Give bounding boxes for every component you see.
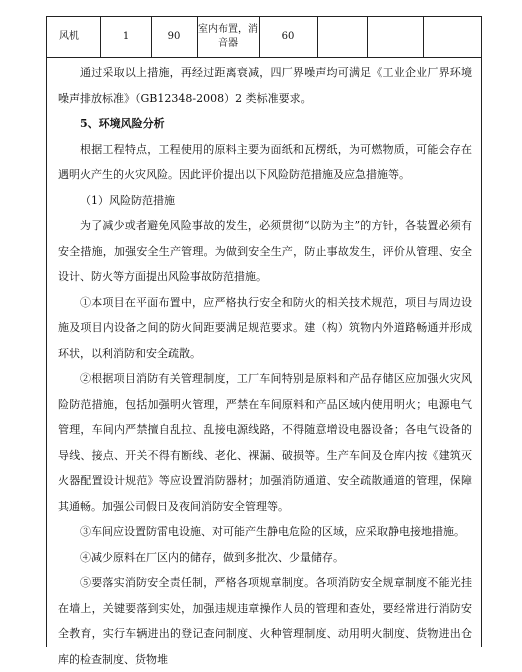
document-body <box>58 60 472 672</box>
table-cell <box>423 17 481 57</box>
paragraph: ②根据项目消防有关管理制度，工厂车间特别是原料和产品存储区应加强火灾风险防范措施，包括加强明火管理，严禁在车间原料和产品区域内使用明火；电源电气管理，车间内严禁擅自乱拉、乱接电源线路，不得随意增设电器设备；各电气设备的导线、接点、开关不得有断线、老化、裸漏、破损等。生产车间及仓库内按《建筑灭火器配置设计规范》等应设置消防器材；加强消防通道、安全疏散通道的管理，保障其通畅。加强公司假日及夜间消防安全管理等。 <box>58 372 472 513</box>
table-cell: 60 <box>259 17 318 57</box>
paragraph: 根据工程特点，工程使用的原料主要为面纸和瓦楞纸，为可燃物质，可能会存在遇明火产生的火灾风险。因此评价提出以下风险防范措施及应急措施等。 <box>58 142 472 181</box>
table-cell: 1 <box>101 17 152 57</box>
paragraph: 通过采取以上措施，再经过距离衰减，四厂界噪声均可满足《工业企业厂界环境噪声排放标准》（GB12348-2008）2 类标准要求。 <box>58 66 472 105</box>
subsection-heading: （1）风险防范措施 <box>80 193 175 207</box>
table-cell <box>367 17 424 57</box>
table-cell: 90 <box>151 17 198 57</box>
paragraph: ⑤要落实消防安全责任制，严格各项规章制度。各项消防安全规章制度不能光挂在墙上，关键要落到实处，加强违规违章操作人员的管理和查处，要经常进行消防安全教育，实行车辆进出的登记查问制度、火种管理制度、动用明火制度、货物进出仓库的检查制度、货物堆 <box>58 576 472 666</box>
table-cell: 室内布置，消音器 <box>197 17 260 57</box>
table-cell: 风机 <box>47 17 101 57</box>
table-cell <box>317 17 368 57</box>
paragraph: 为了减少或者避免风险事故的发生，必须贯彻“以防为主”的方针，各装置必须有安全措施，加强安全生产管理。为做到安全生产，防止事故发生，评价从管理、安全设计、防火等方面提出风险事故防范措施。 <box>58 219 472 283</box>
paragraph: ④减少原料在厂区内的储存，做到多批次、少量储存。 <box>80 550 344 564</box>
paragraph: ①本项目在平面布置中，应严格执行安全和防火的相关技术规范，项目与周边设施及项目内设备之间的防火间距要满足规范要求。建（构）筑物内外道路畅通并形成环状，以利消防和安全疏散。 <box>58 295 472 360</box>
table-row <box>47 17 481 58</box>
paragraph: ③车间应设置防雷电设施、对可能产生静电危险的区域，应采取静电接地措施。 <box>80 525 465 538</box>
section-heading: 5、环境风险分析 <box>80 117 165 130</box>
